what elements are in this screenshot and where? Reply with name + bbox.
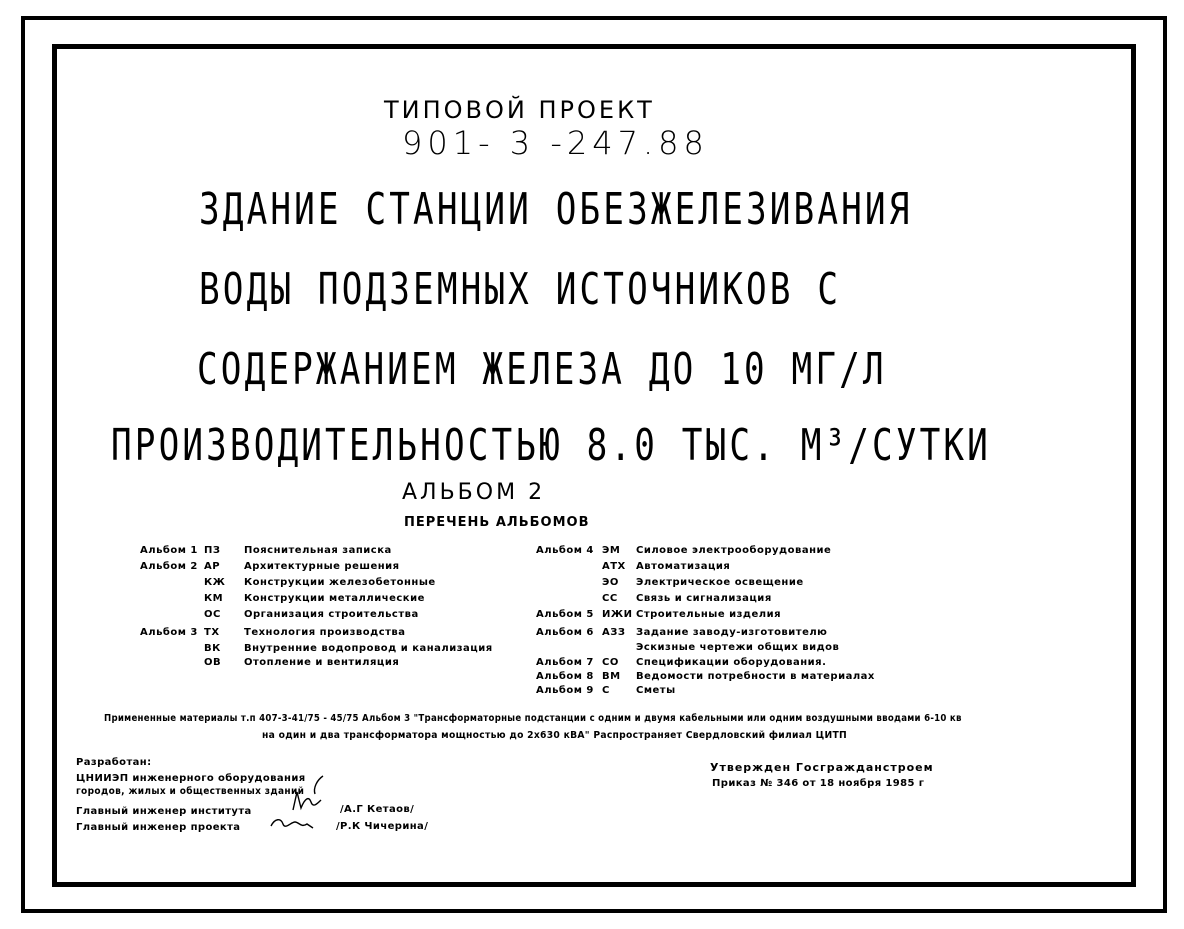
developer-org-line-2: городов, жилых и общественных зданий — [76, 786, 305, 797]
album-label: Альбом 5 — [536, 609, 594, 620]
album-code: ТХ — [204, 627, 220, 638]
album-code: ПЗ — [204, 545, 221, 556]
chief-engineer-project-role: Главный инженер проекта — [76, 822, 241, 833]
album-section: Задание заводу-изготовителю — [636, 627, 828, 638]
developed-label: Разработан: — [76, 757, 152, 768]
project-type: ТИПОВОЙ ПРОЕКТ — [384, 96, 655, 124]
album-code: АР — [204, 561, 221, 572]
signatures — [265, 770, 345, 840]
album-section: Внутренние водопровод и канализация — [244, 643, 493, 654]
album-section: Конструкции металлические — [244, 593, 425, 604]
album-code: ЭО — [602, 577, 619, 588]
album-code: ВМ — [602, 671, 621, 682]
album-section: Автоматизация — [636, 561, 731, 572]
album-section: Архитектурные решения — [244, 561, 400, 572]
applied-materials-line-1: Примененные материалы т.п 407-3-41/75 - 45/75 Альбом 3 "Трансформаторные подстанции с одним и двумя кабельными или одним воздушными вводами 6-10 кв — [104, 713, 962, 724]
album-section: Организация строительства — [244, 609, 419, 620]
developer-org-line-1: ЦНИИЭП инженерного оборудования — [76, 773, 306, 784]
album-section: Технология производства — [244, 627, 406, 638]
album-code: КМ — [204, 593, 224, 604]
album-code: СО — [602, 657, 619, 668]
album-code: АЗЗ — [602, 627, 626, 638]
chief-engineer-project-name: /Р.К Чичерина/ — [336, 821, 429, 832]
album-code: ОВ — [204, 657, 222, 668]
list-title: ПЕРЕЧЕНЬ АЛЬБОМОВ — [404, 515, 590, 530]
album-section: Конструкции железобетонные — [244, 577, 436, 588]
project-number: 901- 3 -247.88 — [402, 124, 709, 162]
album-label: Альбом 9 — [536, 685, 594, 696]
album-code: КЖ — [204, 577, 226, 588]
album-section: Ведомости потребности в материалах — [636, 671, 875, 682]
album-section: Спецификации оборудования. — [636, 657, 827, 668]
applied-materials-line-2: на один и два трансформатора мощностью до 2х630 кВА" Распространяет Свердловский филиал ЦИТП — [262, 730, 847, 741]
album-label: Альбом 6 — [536, 627, 594, 638]
chief-engineer-institute-name: /А.Г Кетаов/ — [340, 804, 415, 815]
album-label: Альбом 1 — [140, 545, 198, 556]
right-album-list — [536, 546, 916, 706]
title-line-4: ПРОИЗВОДИТЕЛЬНОСТЬЮ 8.0 ТЫС. М³/СУТКИ — [111, 420, 991, 471]
album-section: Связь и сигнализация — [636, 593, 772, 604]
album-code: ЭМ — [602, 545, 621, 556]
album-section: Силовое электрооборудование — [636, 545, 832, 556]
title-line-3: СОДЕРЖАНИЕМ ЖЕЛЕЗА ДО 10 МГ/Л — [197, 344, 887, 395]
title-line-2: ВОДЫ ПОДЗЕМНЫХ ИСТОЧНИКОВ С — [199, 264, 842, 315]
album-label: Альбом 2 — [140, 561, 198, 572]
album-section: Строительные изделия — [636, 609, 782, 620]
album-code: ИЖИ — [602, 609, 633, 620]
album-code: АТХ — [602, 561, 626, 572]
album-code: ВК — [204, 643, 221, 654]
album-section: Сметы — [636, 685, 676, 696]
title-line-1: ЗДАНИЕ СТАНЦИИ ОБЕЗЖЕЛЕЗИВАНИЯ — [199, 184, 913, 235]
album-section: Отопление и вентиляция — [244, 657, 400, 668]
album-section: Эскизные чертежи общих видов — [636, 642, 840, 653]
album-code: С — [602, 685, 610, 696]
album-code: ОС — [204, 609, 221, 620]
chief-engineer-institute-role: Главный инженер института — [76, 806, 252, 817]
album-label: Альбом 3 — [140, 627, 198, 638]
album-label: Альбом 8 — [536, 671, 594, 682]
album-code: СС — [602, 593, 618, 604]
album-number: АЛЬБОМ 2 — [402, 480, 546, 505]
approval-order: Приказ № 346 от 18 ноября 1985 г — [712, 778, 925, 789]
album-label: Альбом 4 — [536, 545, 594, 556]
album-section: Пояснительная записка — [244, 545, 392, 556]
album-label: Альбом 7 — [536, 657, 594, 668]
left-album-list — [140, 546, 520, 676]
approved-by: Утвержден Госгражданстроем — [710, 761, 934, 774]
album-section: Электрическое освещение — [636, 577, 804, 588]
